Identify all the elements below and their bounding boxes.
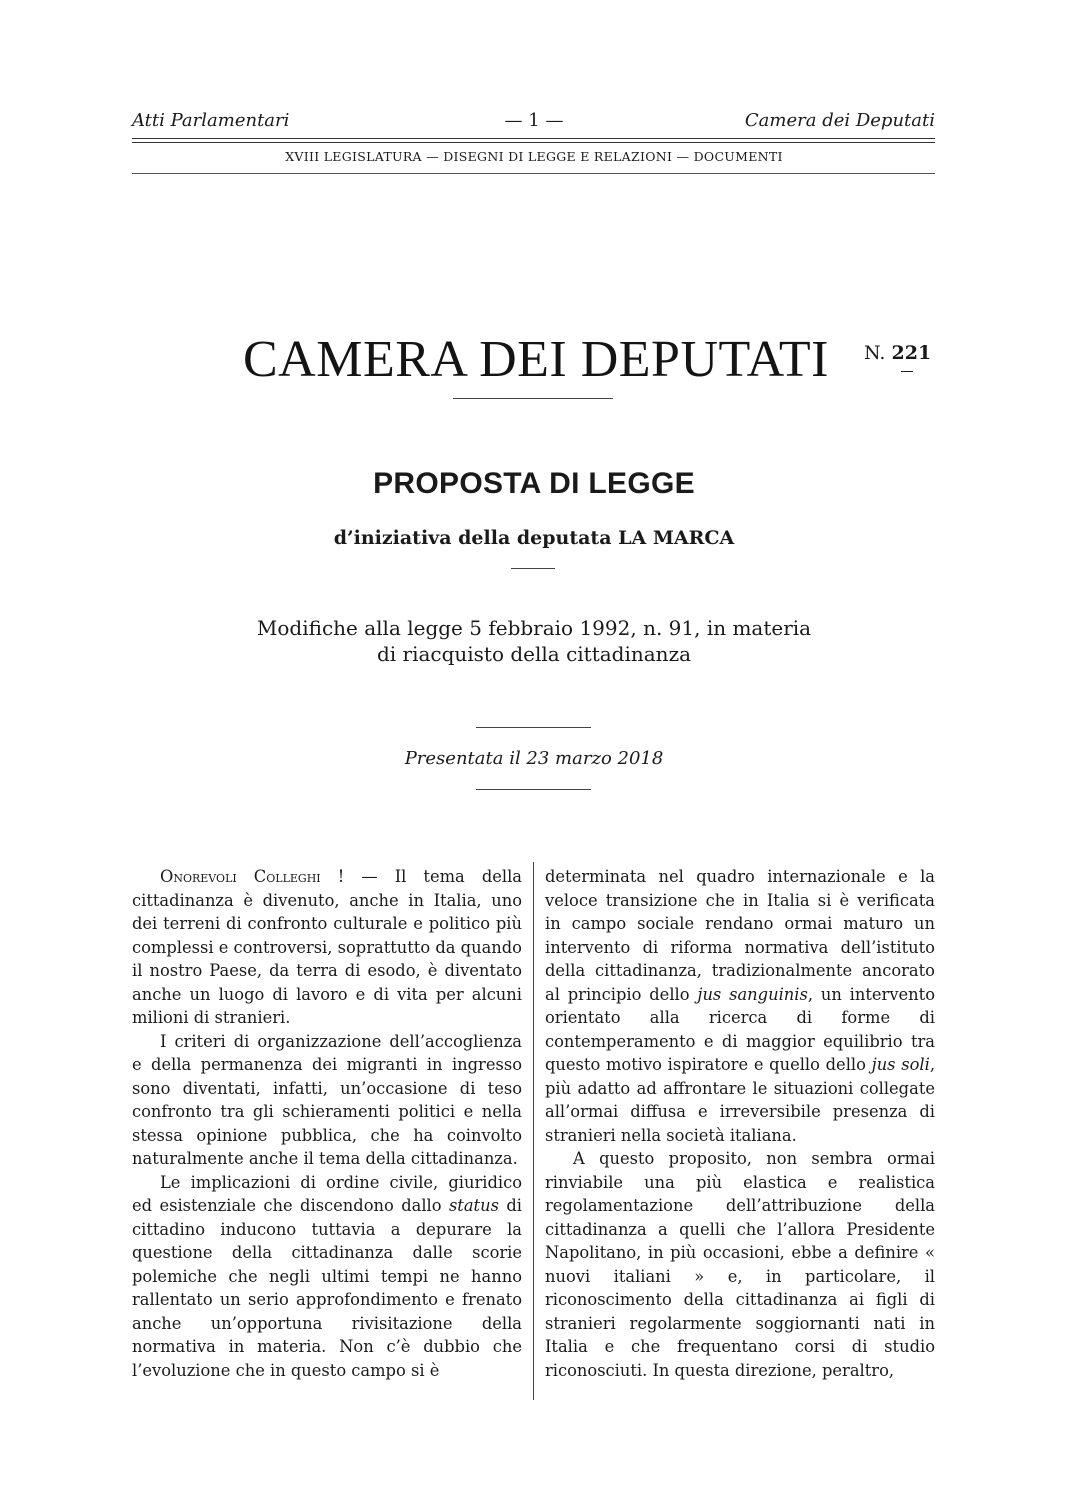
salutation: Onorevoli Colleghi ! xyxy=(160,867,345,886)
body-column-left xyxy=(132,865,522,1382)
paragraph: A questo proposito, non sembra ormai rinviabile una più elastica e realistica regolamentazione dell’attribuzione della cittadinanza a quelli che l’allora Presidente Napolitano, in più occasioni, ebbe a definire « nuovi italiani » e, in particolare, il riconoscimento della cittadinanza ai figli di stranieri regolarmente soggiornanti nati in Italia e che frequentano corsi di studio riconosciuti. In questa direzione, peraltro, xyxy=(545,1149,935,1380)
paragraph: I criteri di organizzazione dell’accoglienza e della permanenza dei migranti in ingresso sono diventati, infatti, un’occasione di teso confronto tra gli schieramenti politici e nella stessa opinione pubblica, che ha coinvolto naturalmente anche il tema della cittadinanza. xyxy=(132,1031,522,1168)
document-number-value: 221 xyxy=(891,342,932,364)
italic-term: jus sanguinis xyxy=(697,984,808,1004)
header-rule-top xyxy=(132,138,935,139)
document-number-underline xyxy=(901,371,913,372)
paragraph-text: determinata nel quadro internazionale e la veloce transizione che in Italia si è verificata in campo sociale rendano ormai maturo un intervento di riforma normativa dell’istituto della cittadinanza, tradizionalmente ancorato al principio dello xyxy=(545,867,935,1004)
italic-term: status xyxy=(448,1196,499,1215)
page-number: — 1 — xyxy=(504,110,564,131)
paragraph-text: Le implicazioni di ordine civile, giuridico ed esistenziale che discendono dallo xyxy=(132,1172,522,1215)
italic-term: jus soli xyxy=(871,1055,930,1074)
chamber-title: CAMERA DEI DEPUTATI xyxy=(243,331,829,388)
paragraph xyxy=(545,865,935,1147)
paragraph xyxy=(132,1171,522,1383)
proposal-subject xyxy=(0,615,1068,667)
document-number-prefix: N. xyxy=(864,342,886,364)
running-header-left: Atti Parlamentari xyxy=(132,110,290,131)
paragraph-text: — Il tema della cittadinanza è divenuto, anche in Italia, uno dei terreni di confronto culturale e politico più complessi e controversi, soprattutto da quando il nostro Paese, da terra di esodo, è diventato anche un luogo di lavoro e di vita per alcuni milioni di stranieri. xyxy=(132,867,522,1027)
legislature-subtitle: XVIII LEGISLATURA — DISEGNI DI LEGGE E RELAZIONI — DOCUMENTI xyxy=(285,149,783,164)
header-rule-bottom xyxy=(132,173,935,174)
initiative-line: d’iniziativa della deputata LA MARCA xyxy=(333,527,735,549)
presentation-date: Presentata il 23 marzo 2018 xyxy=(404,748,664,769)
presented-rule-top xyxy=(476,727,591,728)
header-rule-double xyxy=(132,142,935,143)
subject-line-1: Modifiche alla legge 5 febbraio 1992, n. 91, in materia xyxy=(256,616,812,640)
paragraph-text: , un intervento orientato alla ricerca di forme di contemperamento e di maggior equilibrio tra questo motivo ispiratore e quello dello xyxy=(545,984,935,1074)
paragraph-text: , più adatto ad affrontare le situazioni collegate all’ormai diffusa e irreversibile presenza di stranieri nella società italiana. xyxy=(545,1055,936,1145)
proposal-heading: PROPOSTA DI LEGGE xyxy=(373,467,695,500)
presented-rule-bottom xyxy=(476,789,591,790)
paragraph-text: di cittadino inducono tuttavia a depurare la questione della cittadinanza dalle scorie polemiche che negli ultimi tempi ne hanno rallentato un serio approfondimento e frenato anche un’opportuna rivisitazione della normativa in materia. Non c’è dubbio che l’evoluzione che in questo campo si è xyxy=(132,1196,522,1380)
initiative-rule xyxy=(511,568,555,569)
paragraph xyxy=(132,865,522,1030)
body-column-right xyxy=(545,865,935,1382)
document-number xyxy=(864,342,931,364)
column-divider xyxy=(533,862,534,1400)
running-header-right: Camera dei Deputati xyxy=(744,110,935,131)
subject-line-2: di riacquisto della cittadinanza xyxy=(376,642,692,666)
title-rule xyxy=(453,398,613,399)
